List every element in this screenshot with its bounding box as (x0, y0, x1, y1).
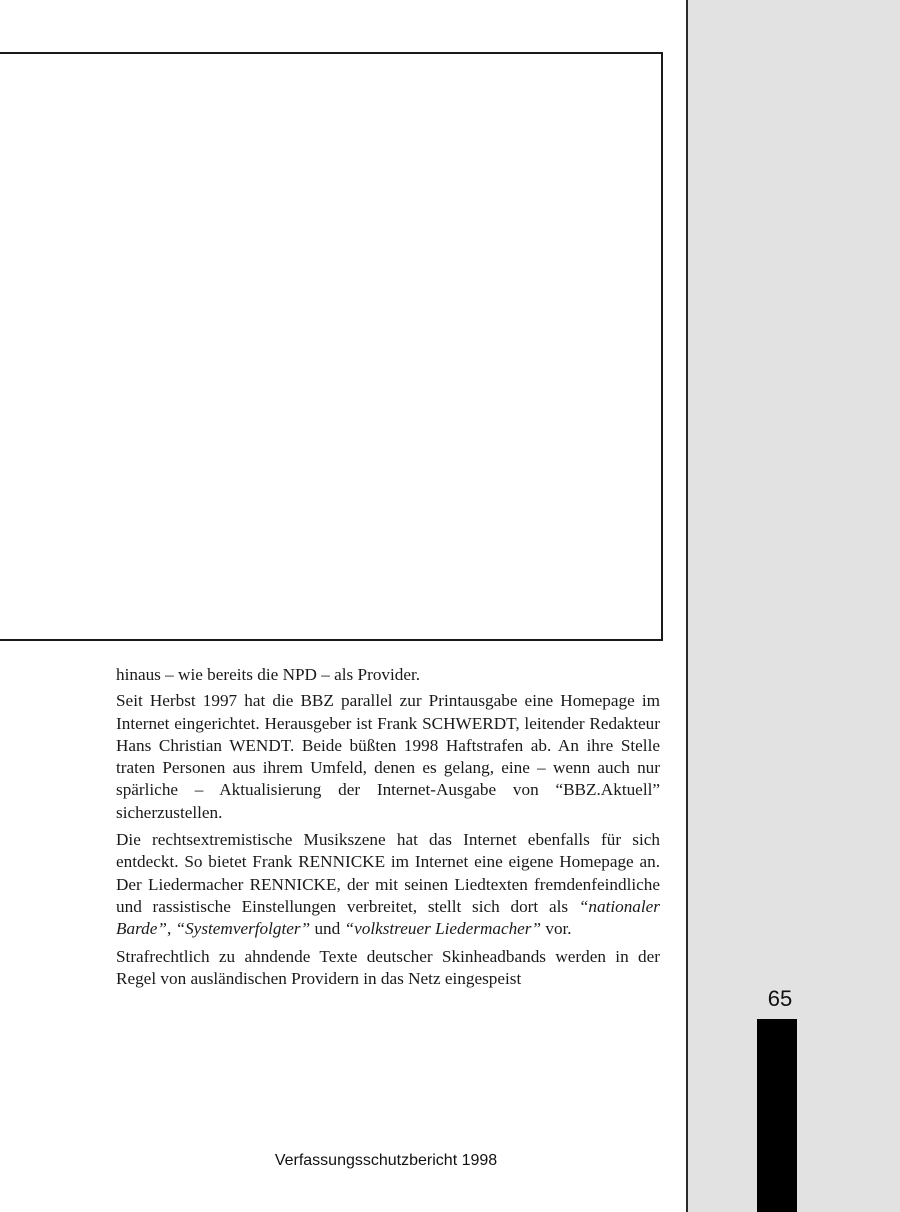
paragraph-3-tail: vor. (541, 919, 572, 939)
quote-systemverfolgter: “Systemverfolgter” (175, 919, 311, 939)
quote-volkstreuer-liedermacher: “volkstreuer Liedermacher” (344, 919, 542, 939)
body-text (116, 664, 660, 995)
separator: und (310, 919, 345, 939)
separator: , (166, 919, 176, 939)
image-frame (0, 52, 663, 641)
thumb-index-tab (757, 1019, 797, 1212)
page-number: 65 (767, 986, 793, 1011)
paragraph-3 (116, 829, 660, 940)
paragraph-1: hinaus – wie bereits die NPD – als Provider. (116, 665, 421, 684)
paragraph-3-lead: Die rechtsextremistische Musikszene hat das Internet ebenfalls für sich entdeckt. So bietet Frank RENNICKE im Internet eine eigene Homepage an. Der Liedermacher RENNICKE, der mit seinen Liedtexten fremdenfeindliche und rassistische Einstellungen verbreitet, stellt sich dort als (116, 830, 660, 916)
paragraph-2: Seit Herbst 1997 hat die BBZ parallel zur Printausgabe eine Homepage im Internet eingerichtet. Herausgeber ist Frank SCHWERDT, leitender Redakteur Hans Christian WENDT. Beide büßten 1998 Haftstrafen ab. An ihre Stelle traten Personen aus ihrem Umfeld, denen es gelang, eine – wenn auch nur spärliche – Aktualisierung der Internet-Ausgabe von “BBZ.Aktuell” sicherzustellen. (116, 691, 660, 822)
page-footer: Verfassungsschutzbericht 1998 (274, 1152, 498, 1169)
quote-nationaler-barde: “nationaler Barde” (116, 896, 660, 939)
paragraph-4: Strafrechtlich zu ahndende Texte deutscher Skinheadbands werden in der Regel von ausländischen Providern in das Netz eingespeist (116, 946, 660, 988)
